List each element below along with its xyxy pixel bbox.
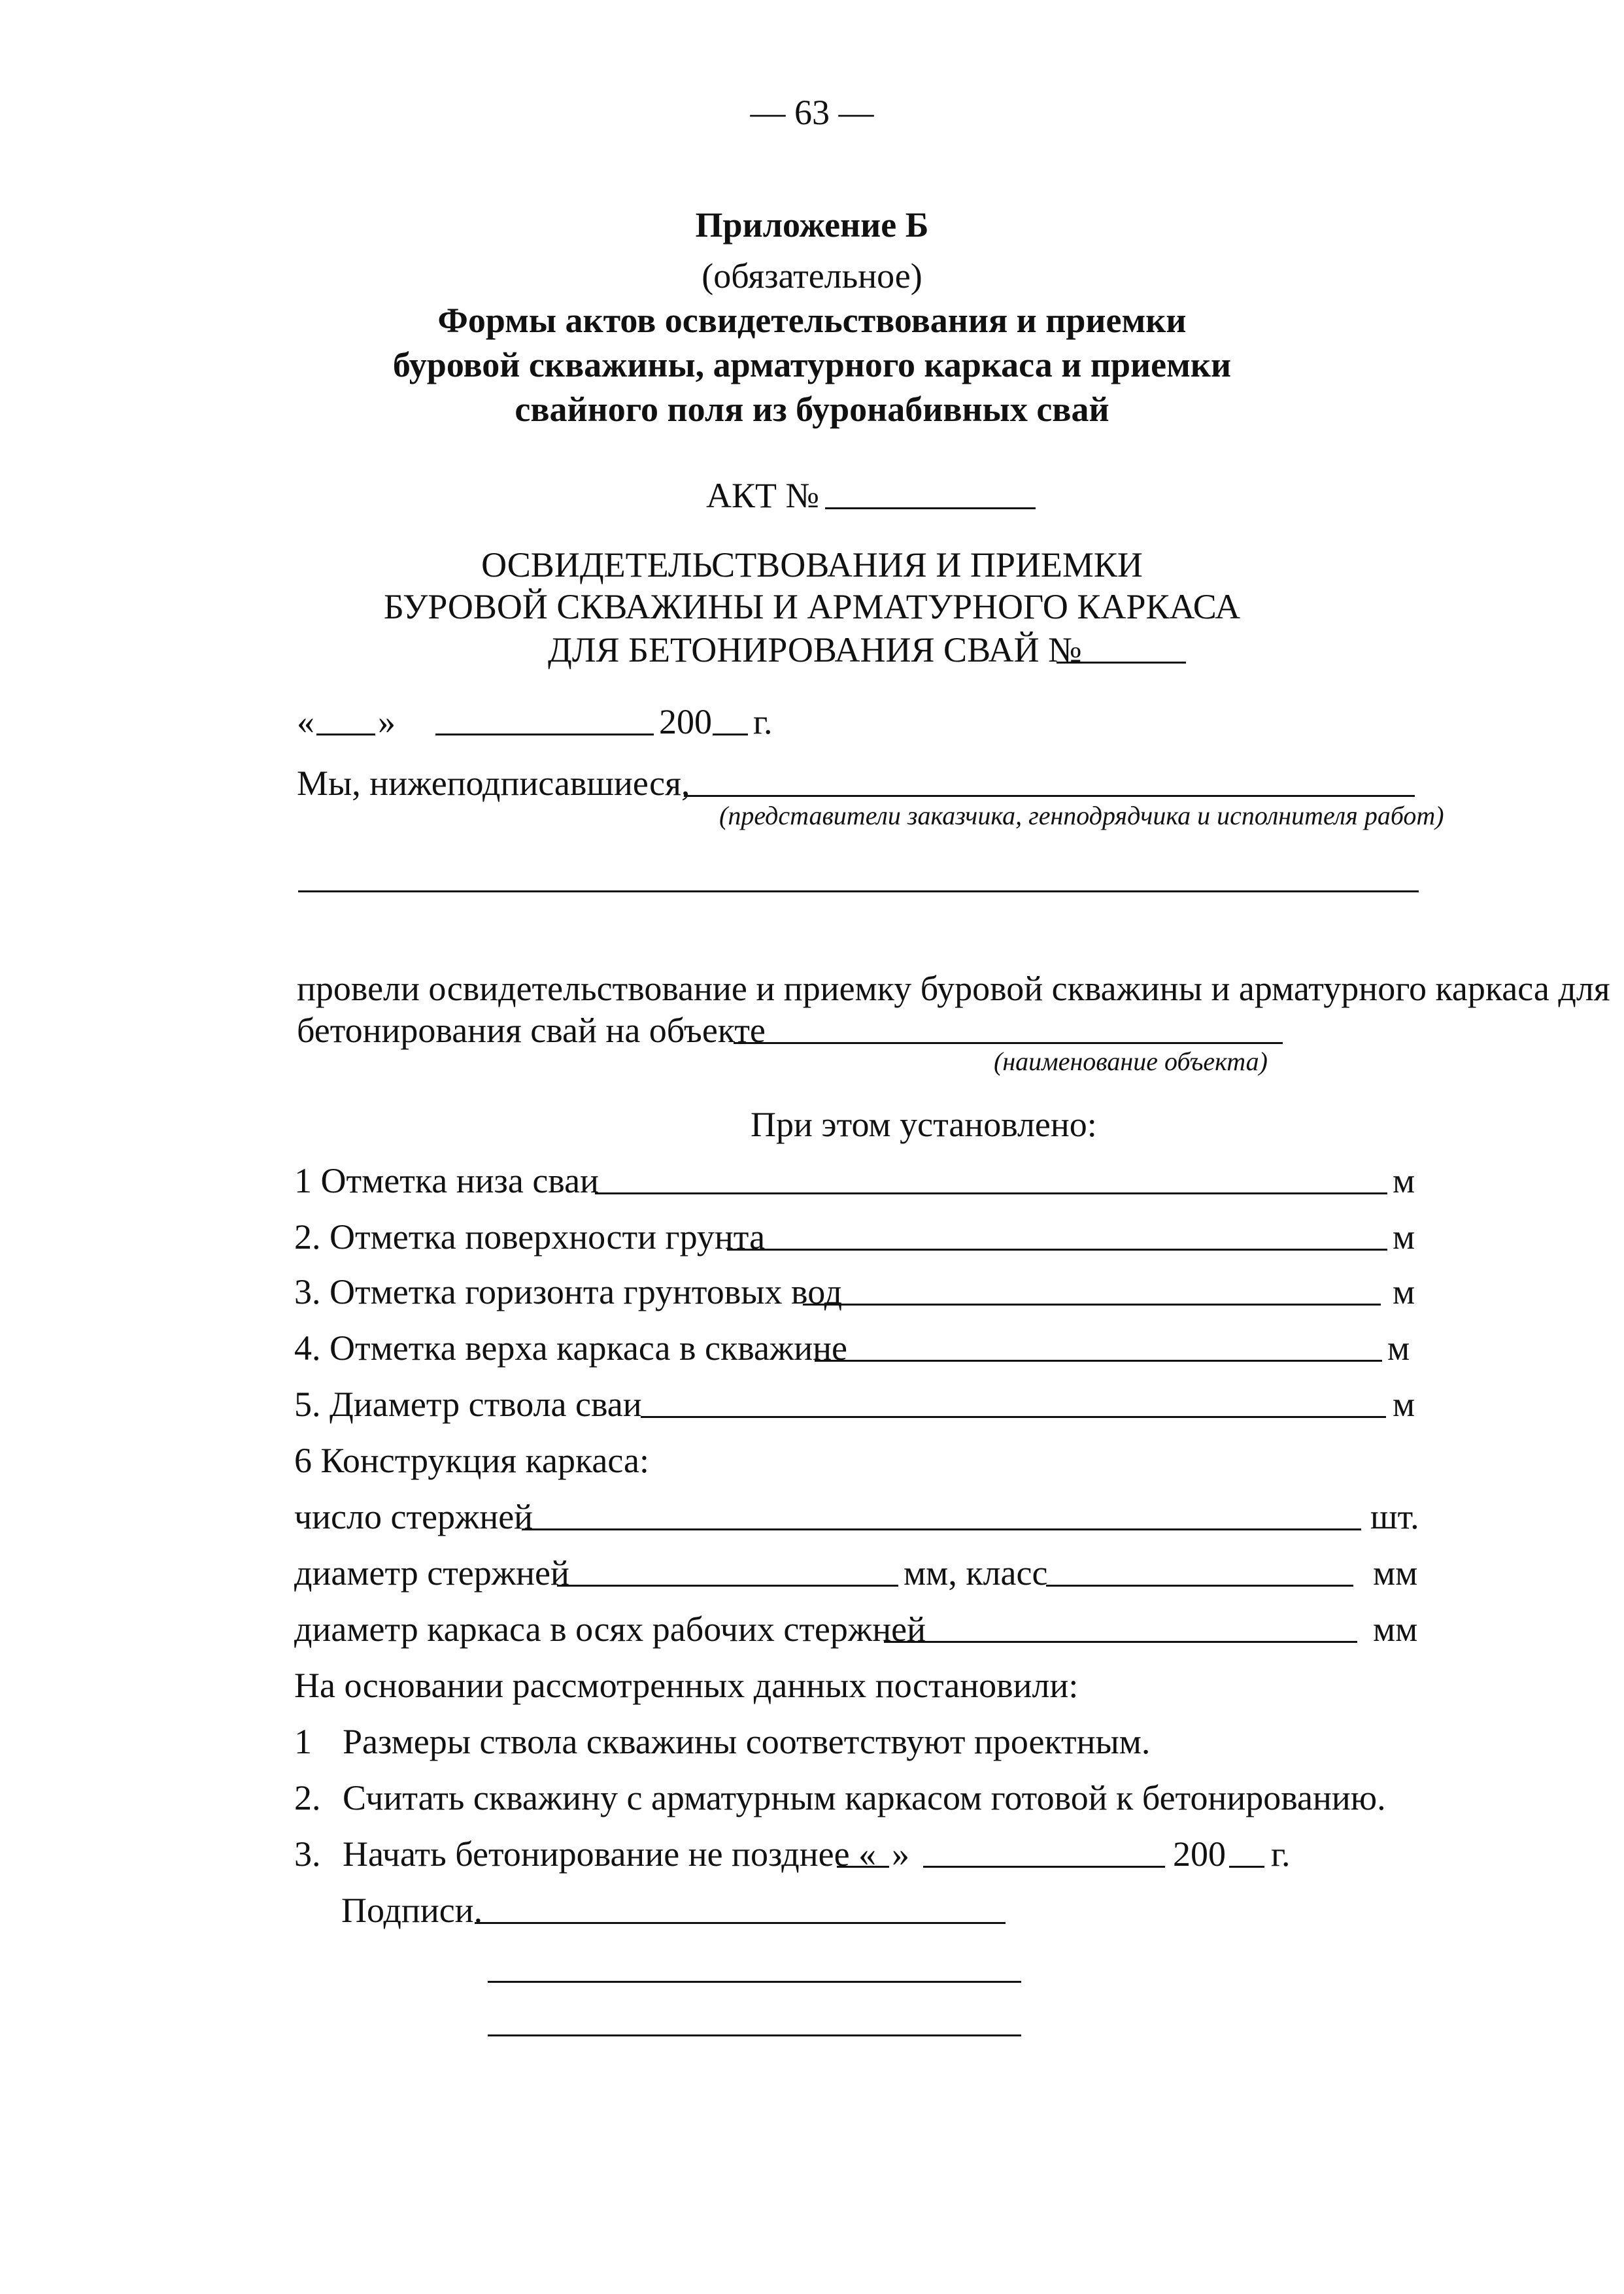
decision-3-text: Начать бетонирование не позднее «	[343, 1834, 877, 1874]
appendix-heading-line-3: свайного поля из буронабивных свай	[515, 390, 1109, 429]
page-number: — 63 —	[750, 93, 874, 132]
frame-heading: 6 Конструкция каркаса:	[294, 1441, 649, 1480]
act-subtitle-line-1: ОСВИДЕТЕЛЬСТВОВАНИЯ И ПРИЕМКИ	[481, 545, 1143, 584]
decision-3-year: 200	[1173, 1834, 1226, 1874]
rod-diameter-unit: мм, класс	[904, 1553, 1048, 1593]
item-5-field[interactable]	[641, 1416, 1386, 1418]
frame-diameter-unit: мм	[1373, 1610, 1418, 1649]
item-3-unit: м	[1393, 1272, 1415, 1311]
signatories-caption: (представители заказчика, генподрядчика и исполнителя работ)	[719, 801, 1444, 830]
frame-diameter-label: диаметр каркаса в осях рабочих стержней	[294, 1610, 926, 1649]
appendix-heading-line-1: Формы актов освидетельствования и приемки	[437, 301, 1187, 340]
pile-number-field[interactable]	[1057, 662, 1186, 664]
item-5-unit: м	[1393, 1385, 1415, 1424]
item-5-label: 5. Диаметр ствола сваи	[294, 1385, 642, 1424]
signature-field-3[interactable]	[488, 2034, 1021, 2036]
date-year: 200	[659, 702, 712, 741]
appendix-heading-line-2: буровой скважины, арматурного каркаса и приемки	[392, 345, 1232, 384]
signature-field-1[interactable]	[475, 1922, 1006, 1924]
act-number-label: АКТ №	[706, 476, 820, 515]
item-2-label: 2. Отметка поверхности грунта	[294, 1217, 766, 1257]
object-name-caption: (наименование объекта)	[994, 1047, 1268, 1076]
signatories-field[interactable]	[684, 795, 1415, 797]
act-subtitle-line-3: ДЛЯ БЕТОНИРОВАНИЯ СВАЙ №	[548, 630, 1082, 669]
signature-field-2[interactable]	[488, 1981, 1021, 1983]
signatures-label: Подписи.	[341, 1891, 483, 1930]
date-day-field[interactable]	[316, 734, 375, 735]
item-3-field[interactable]	[803, 1304, 1381, 1306]
intro-line-1: провели освидетельствование и приемку буровой скважины и арматурного каркаса для	[297, 969, 1610, 1008]
established-heading: При этом установлено:	[751, 1105, 1097, 1144]
item-1-field[interactable]	[595, 1192, 1387, 1194]
item-4-field[interactable]	[815, 1360, 1382, 1362]
decision-3-number: 3.	[294, 1834, 321, 1874]
frame-diameter-field[interactable]	[884, 1641, 1357, 1643]
decision-heading: На основании рассмотренных данных постановили:	[294, 1666, 1079, 1705]
decision-3-day-field[interactable]	[837, 1866, 889, 1868]
date-year-field[interactable]	[713, 734, 748, 735]
rod-diameter-label: диаметр стержней	[294, 1553, 569, 1593]
object-name-field[interactable]	[734, 1042, 1283, 1044]
decision-1-text: Размеры ствола скважины соответствуют проектным.	[343, 1722, 1151, 1761]
date-open-quote: «	[297, 702, 314, 741]
appendix-status: (обязательное)	[702, 256, 922, 295]
item-4-unit: м	[1387, 1328, 1410, 1368]
rod-count-field[interactable]	[522, 1528, 1361, 1530]
item-4-label: 4. Отметка верха каркаса в скважине	[294, 1328, 848, 1368]
signatories-label: Мы, нижеподписавшиеся,	[297, 764, 690, 803]
appendix-title: Приложение Б	[695, 205, 929, 245]
item-1-label: 1 Отметка низа сваи	[294, 1161, 599, 1200]
rod-diameter-field[interactable]	[557, 1585, 898, 1587]
rod-class-unit: мм	[1373, 1553, 1418, 1593]
act-number-field[interactable]	[825, 507, 1036, 509]
item-1-unit: м	[1393, 1161, 1415, 1200]
rod-count-label: число стержней	[294, 1497, 533, 1536]
item-2-field[interactable]	[727, 1249, 1387, 1251]
decision-3-month-field[interactable]	[923, 1866, 1165, 1868]
item-3-label: 3. Отметка горизонта грунтовых вод	[294, 1272, 843, 1311]
decision-2-text: Считать скважину с арматурным каркасом готовой к бетонированию.	[343, 1778, 1386, 1817]
decision-3-year-field[interactable]	[1229, 1866, 1264, 1868]
decision-1-number: 1	[294, 1722, 312, 1761]
item-2-unit: м	[1393, 1217, 1415, 1257]
act-subtitle-line-2: БУРОВОЙ СКВАЖИНЫ И АРМАТУРНОГО КАРКАСА	[383, 587, 1241, 626]
signatories-field-line-2[interactable]	[298, 890, 1419, 892]
date-year-suffix: г.	[753, 702, 773, 741]
decision-3-close-quote: »	[892, 1834, 909, 1874]
intro-line-2: бетонирования свай на объекте	[297, 1011, 766, 1050]
rod-class-field[interactable]	[1046, 1585, 1353, 1587]
decision-3-year-suffix: г.	[1271, 1834, 1291, 1874]
rod-count-unit: шт.	[1370, 1497, 1419, 1536]
date-month-field[interactable]	[435, 734, 654, 735]
decision-2-number: 2.	[294, 1778, 321, 1817]
date-close-quote: »	[378, 702, 396, 741]
